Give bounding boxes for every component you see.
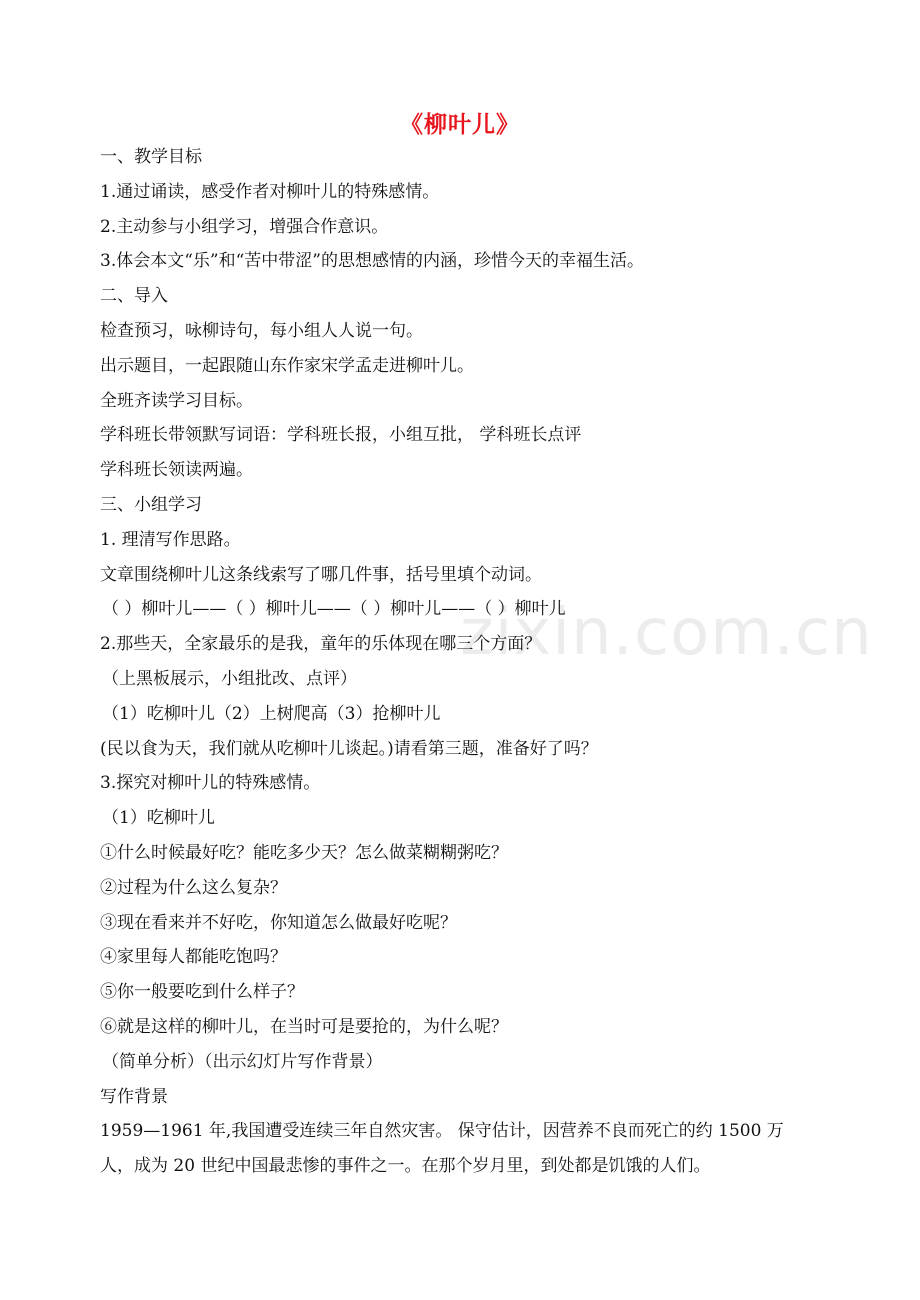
numbered-question: ①什么时候最好吃？能吃多少天？怎么做菜糊糊粥吃？ <box>100 842 508 863</box>
document-body <box>100 147 830 1191</box>
paragraph-line: 学科班长领读两遍。 <box>100 460 253 481</box>
watermark: zixin.com.cn <box>460 596 873 670</box>
paragraph-line: 全班齐读学习目标。 <box>100 390 253 411</box>
heading-introduction: 二、导入 <box>100 286 168 307</box>
heading-teaching-goals: 一、教学目标 <box>100 147 202 167</box>
paragraph-line: 检查预习，咏柳诗句，每小组人人说一句。 <box>100 320 423 341</box>
question-item: 2.那些天，全家最乐的是我，童年的乐体现在哪三个方面？ <box>100 634 542 655</box>
paragraph-line: 学科班长带领默写词语：学科班长报，小组互批， 学科班长点评 <box>100 425 582 446</box>
paragraph-line: 人，成为 20 世纪中国最悲惨的事件之一。在那个岁月里，到处都是饥饿的人们。 <box>100 1156 711 1177</box>
numbered-question: ②过程为什么这么复杂？ <box>100 877 287 898</box>
document-title: 《柳叶儿》 <box>400 112 520 138</box>
numbered-question: ④家里每人都能吃饱吗？ <box>100 947 287 968</box>
paragraph-line: （简单分析）（出示幻灯片写作背景） <box>102 1051 383 1072</box>
sub-heading: 写作背景 <box>100 1086 168 1107</box>
paragraph-line: 出示题目，一起跟随山东作家宋学孟走进柳叶儿。 <box>100 355 474 376</box>
numbered-question: ⑤你一般要吃到什么样子？ <box>100 982 304 1003</box>
heading-group-study: 三、小组学习 <box>100 494 202 515</box>
paragraph-line: （上黑板展示，小组批改、点评） <box>102 668 357 689</box>
goal-item: 1.通过诵读，感受作者对柳叶儿的特殊感情。 <box>100 181 440 202</box>
numbered-question: ③现在看来并不好吃，你知道怎么做最好吃呢？ <box>100 912 457 933</box>
paragraph-line: 1959—1961 年,我国遭受连续三年自然灾害。 保守估计，因营养不良而死亡的约 1500 万 <box>100 1121 784 1142</box>
sub-heading: （1）吃柳叶儿 <box>102 808 215 829</box>
paragraph-line: （1）吃柳叶儿（2）上树爬高（3）抢柳叶儿 <box>102 703 441 724</box>
goal-item: 2.主动参与小组学习，增强合作意识。 <box>100 216 389 237</box>
fill-in-blanks-line: （ ）柳叶儿——（ ）柳叶儿——（ ）柳叶儿——（ ）柳叶儿 <box>102 599 566 620</box>
question-item: 3.探究对柳叶儿的特殊感情。 <box>100 773 321 794</box>
numbered-question: ⑥就是这样的柳叶儿，在当时可是要抢的，为什么呢？ <box>100 1016 508 1037</box>
paragraph-line: 文章围绕柳叶儿这条线索写了哪几件事，括号里填个动词。 <box>100 564 542 585</box>
goal-item: 3.体会本文“乐”和“苦中带涩”的思想感情的内涵，珍惜今天的幸福生活。 <box>100 251 644 272</box>
question-item: 1. 理清写作思路。 <box>100 529 241 550</box>
paragraph-line: (民以食为天，我们就从吃柳叶儿谈起。)请看第三题，准备好了吗？ <box>100 738 598 759</box>
